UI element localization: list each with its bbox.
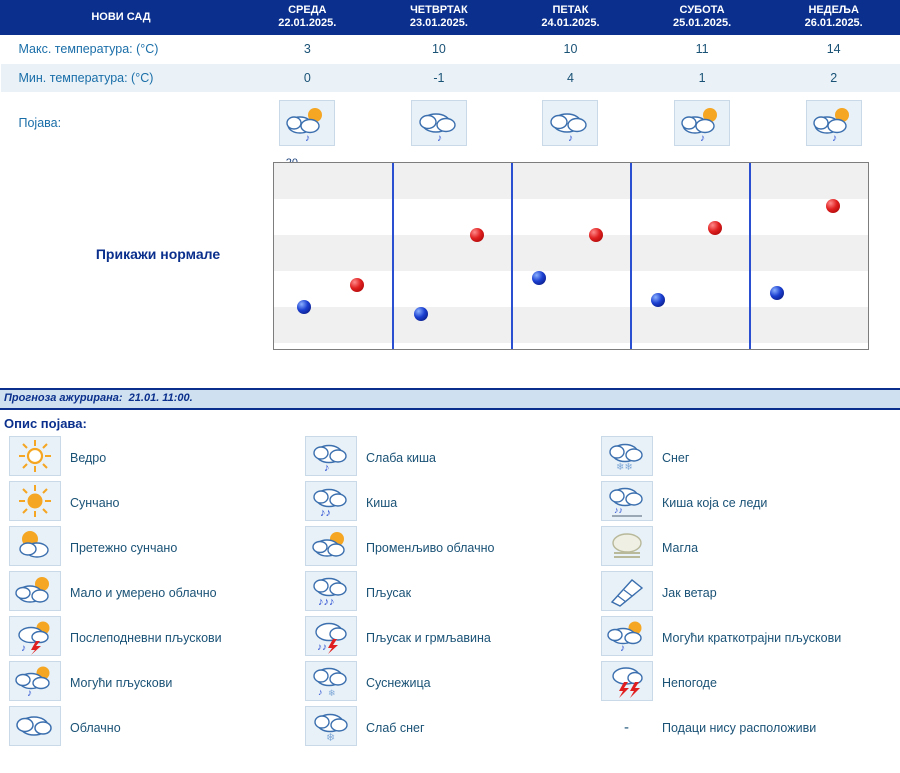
legend-icon-cell	[0, 435, 70, 480]
legend-icon-cell	[592, 480, 662, 525]
day-header	[242, 1, 374, 35]
svg-text:♪: ♪	[831, 133, 837, 144]
showers-icon	[305, 571, 357, 611]
min-temperature-value: 2	[768, 64, 900, 93]
max-temperature-value: 14	[768, 35, 900, 64]
snow-icon	[601, 436, 653, 476]
legend-icon-cell	[0, 705, 70, 750]
legend-label: Променљиво облачно	[366, 540, 495, 555]
day-date: 22.01.2025.	[278, 17, 337, 29]
max-temp-point	[589, 228, 603, 242]
rain-icon	[305, 481, 357, 521]
phenomenon-cell	[242, 93, 374, 154]
max-temperature-value: 10	[373, 35, 505, 64]
svg-text:❄: ❄	[326, 732, 336, 744]
updated-label: Прогноза ажурирана:	[4, 392, 123, 404]
legend-label: Ведро	[70, 450, 107, 465]
legend-icon-cell	[0, 525, 70, 570]
day-header	[373, 1, 505, 35]
possible-showers-icon	[9, 661, 61, 701]
legend-label: Претежно сунчано	[70, 540, 178, 555]
min-temperature-label: Мин. температура: (°C)	[1, 64, 242, 93]
legend-label: Подаци нису расположиви	[662, 720, 817, 735]
strong-wind-icon	[601, 571, 653, 611]
legend-label: Слаба киша	[366, 450, 437, 465]
min-temperature-value: 0	[242, 64, 374, 93]
max-temperature-value: 3	[242, 35, 374, 64]
day-separator	[511, 163, 513, 349]
no-data-icon	[602, 707, 652, 745]
svg-text:❄❄: ❄❄	[616, 462, 633, 473]
light-snow-icon	[305, 706, 357, 746]
freezing-rain-icon	[601, 481, 653, 521]
max-temperature-value: 11	[636, 35, 768, 64]
show-normals-link[interactable]: Прикажи нормале	[95, 246, 221, 262]
city-name: НОВИ САД	[91, 10, 151, 23]
max-temp-point	[708, 221, 722, 235]
svg-text:♪♪: ♪♪	[614, 505, 623, 515]
svg-text:-: -	[624, 719, 629, 736]
legend-icon-cell	[296, 480, 366, 525]
max-temp-point	[470, 228, 484, 242]
legend-row	[0, 435, 900, 480]
temperature-chart	[0, 154, 900, 384]
legend-table	[0, 435, 900, 750]
max-temp-point	[350, 278, 364, 292]
min-temp-point	[651, 293, 665, 307]
sleet-icon	[305, 661, 357, 701]
day-header	[505, 1, 637, 35]
city-header	[1, 1, 242, 35]
legend-icon-cell	[0, 660, 70, 705]
legend-icon-cell	[296, 660, 366, 705]
phenomenon-cell	[768, 93, 900, 154]
min-temperature-value: 4	[505, 64, 637, 93]
legend-row	[0, 615, 900, 660]
afternoon-showers-icon	[9, 616, 61, 656]
svg-text:♪: ♪	[568, 133, 574, 144]
updated-value: 21.01. 11:00.	[128, 392, 193, 404]
day-separator	[392, 163, 394, 349]
cloudy-night-icon	[411, 100, 467, 146]
day-name: СУБОТА	[679, 4, 725, 16]
legend-label: Пљусак	[366, 585, 412, 600]
legend-label: Облачно	[70, 720, 121, 735]
legend-icon-cell	[0, 480, 70, 525]
svg-text:♪♪♪: ♪♪♪	[318, 596, 335, 608]
min-temp-point	[532, 271, 546, 285]
legend-row	[0, 570, 900, 615]
legend-icon-cell	[592, 705, 662, 750]
svg-text:♪: ♪	[305, 133, 311, 144]
max-temperature-value: 10	[505, 35, 637, 64]
legend-icon-cell	[592, 615, 662, 660]
legend-icon-cell	[296, 570, 366, 615]
legend-icon-cell	[592, 435, 662, 480]
legend-icon-cell	[296, 615, 366, 660]
legend-icon-cell	[592, 660, 662, 705]
legend-label: Послеподневни пљускови	[70, 630, 222, 645]
legend-label: Јак ветар	[662, 585, 717, 600]
legend-icon-cell	[296, 705, 366, 750]
phenomenon-cell	[505, 93, 637, 154]
legend-label: Суснежица	[366, 675, 431, 690]
cloudy-icon	[9, 706, 61, 746]
legend-label: Пљусак и грмљавина	[366, 630, 491, 645]
legend-icon-cell	[592, 525, 662, 570]
legend-label: Могући краткотрајни пљускови	[662, 630, 842, 645]
legend-title: Опис појава:	[4, 416, 87, 431]
legend-label: Киша	[366, 495, 398, 510]
chart-plot-area	[273, 162, 869, 350]
phenomenon-cell	[636, 93, 768, 154]
mostly-sunny-icon	[9, 526, 61, 566]
svg-text:♪: ♪	[700, 133, 706, 144]
day-date: 26.01.2025.	[804, 17, 863, 29]
legend-label: Могући пљускови	[70, 675, 173, 690]
grid-band	[274, 307, 868, 343]
day-separator	[630, 163, 632, 349]
legend-label: Слаб снег	[366, 720, 425, 735]
legend-label: Сунчано	[70, 495, 120, 510]
svg-text:❄: ❄	[328, 688, 336, 698]
day-header	[768, 1, 900, 35]
legend-label: Мало и умерено облачно	[70, 585, 217, 600]
min-temperature-value: 1	[636, 64, 768, 93]
day-date: 23.01.2025.	[409, 17, 468, 29]
svg-text:♪: ♪	[324, 462, 330, 474]
fog-icon	[601, 526, 653, 566]
day-separator	[749, 163, 751, 349]
legend-icon-cell	[296, 435, 366, 480]
max-temperature-label: Макс. температура: (°C)	[1, 35, 242, 64]
legend-row	[0, 525, 900, 570]
svg-text:♪: ♪	[21, 643, 26, 654]
legend-label: Снег	[662, 450, 690, 465]
partly-cloudy-night-icon	[279, 100, 335, 146]
phenomenon-row	[1, 93, 900, 154]
max-temp-point	[826, 199, 840, 213]
svg-text:♪: ♪	[27, 688, 32, 699]
svg-text:♪: ♪	[436, 133, 442, 144]
legend-icon-cell	[0, 570, 70, 615]
partly-cloudy-night-icon	[806, 100, 862, 146]
possible-short-showers-icon	[601, 616, 653, 656]
min-temperature-row	[1, 64, 900, 93]
legend-icon-cell	[296, 525, 366, 570]
min-temp-point	[770, 286, 784, 300]
day-header	[636, 1, 768, 35]
clear-icon	[9, 436, 61, 476]
min-temp-point	[297, 300, 311, 314]
partly-cloudy-icon	[305, 526, 357, 566]
svg-text:♪♪: ♪♪	[320, 507, 331, 519]
grid-band	[274, 163, 868, 199]
day-date: 24.01.2025.	[541, 17, 600, 29]
min-temp-point	[414, 307, 428, 321]
day-name: ЧЕТВРТАК	[410, 4, 468, 16]
day-name: ПЕТАК	[552, 4, 589, 16]
min-temperature-value: -1	[373, 64, 505, 93]
day-date: 25.01.2025.	[673, 17, 732, 29]
legend-label: Киша која се леди	[662, 495, 768, 510]
legend-icon-cell	[0, 615, 70, 660]
grid-band	[274, 235, 868, 271]
forecast-table	[0, 0, 900, 154]
forecast-header-row	[1, 1, 900, 35]
few-clouds-icon	[9, 571, 61, 611]
partly-cloudy-night-icon	[674, 100, 730, 146]
day-name: НЕДЕЉА	[808, 4, 859, 16]
max-temperature-row	[1, 35, 900, 64]
legend-icon-cell	[592, 570, 662, 615]
phenomenon-label: Појава:	[1, 93, 242, 154]
thunderstorm-showers-icon	[305, 616, 357, 656]
phenomenon-cell	[373, 93, 505, 154]
sunny-icon	[9, 481, 61, 521]
day-name: СРЕДА	[288, 4, 327, 16]
cloudy-night-icon	[542, 100, 598, 146]
severe-weather-icon	[601, 661, 653, 701]
legend-label: Магла	[662, 540, 699, 555]
svg-text:♪: ♪	[318, 687, 323, 697]
legend-row	[0, 705, 900, 750]
svg-text:♪♪: ♪♪	[317, 642, 327, 653]
light-rain-icon	[305, 436, 357, 476]
svg-text:♪: ♪	[620, 643, 625, 654]
legend-label: Непогоде	[662, 675, 717, 690]
forecast-updated-bar	[0, 388, 900, 410]
legend-row	[0, 660, 900, 705]
legend-row	[0, 480, 900, 525]
